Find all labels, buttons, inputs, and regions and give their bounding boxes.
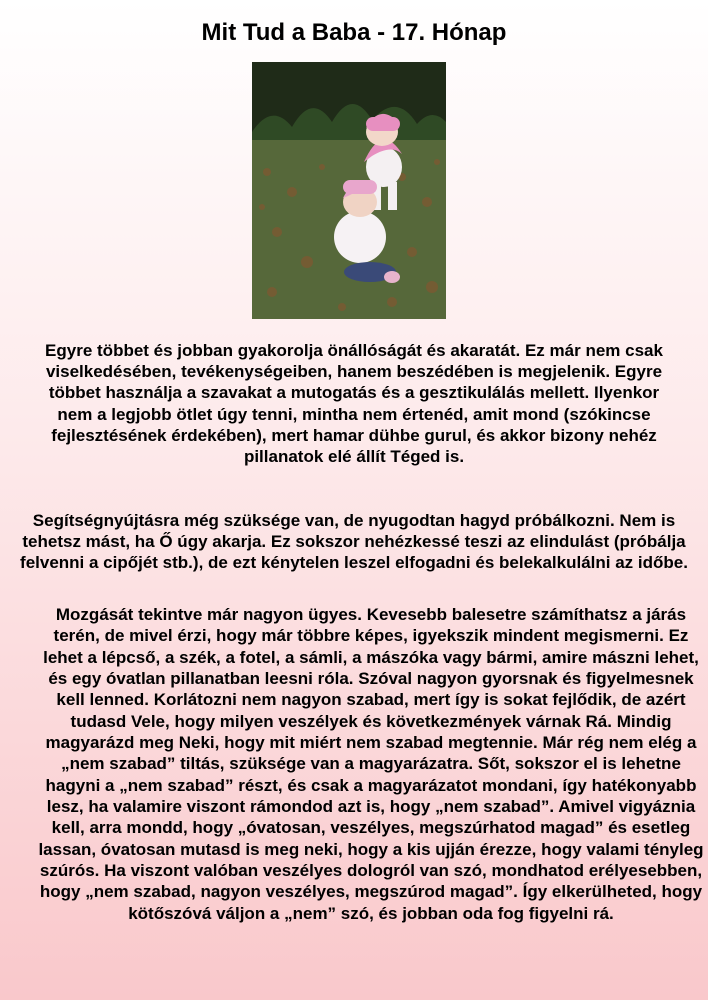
- photo-babies-on-lawn: [252, 62, 446, 319]
- photo-babies-on-lawn-icon: [252, 62, 446, 319]
- page-title: Mit Tud a Baba - 17. Hónap: [201, 19, 507, 46]
- paragraph-help: Segítségnyújtásra még szüksége van, de nyugodtan hagyd próbálkozni. Nem is tehetsz mást, ha Ő úgy akarja. Ez sokszor nehézkessé teszi az elindulást (próbálja felvenni a cipőjét stb.), de ezt kénytelen leszel elfogadni és belekalkulálni az időbe.: [20, 511, 688, 573]
- paragraph-independence: Egyre többet és jobban gyakorolja önállóságát és akaratát. Ez már nem csak viselkedésében, tevékenységeiben, hanem beszédében is megjelenik. Egyre többet használja a szavakat a mutogatás és a gesztikulálás mellett. Ilyenkor nem a legjobb ötlet úgy tenni, mintha nem értenéd, amit mond (szókincse fejlesztésének érdekében), mert hamar dühbe gurul, és akkor bizony nehéz pillanatok elé állít Téged is.: [45, 341, 663, 467]
- paragraph-movement: Mozgását tekintve már nagyon ügyes. Kevesebb balesetre számíthatsz a járás terén, de mivel érzi, hogy már többre képes, igyekszik mindent megismerni. Ez lehet a lépcső, a szék, a fotel, a sámli, a mászóka vagy bármi, amire mászni lehet, és egy óvatlan pillanatban leesni róla. Szóval nagyon gyorsnak és figyelmesnek kell lenned. Korlátozni nem nagyon szabad, mert így is sokat fejlődik, de azért tudasd Vele, hogy milyen veszélyek és következmények várnak Rá. Mindig magyarázd meg Neki, hogy mit miért nem szabad megtennie. Már rég nem elég a „nem szabad” tiltás, szüksége van a magyarázatra. Sőt, sokszor el is lehetne hagyni a „nem szabad” részt, és csak a magyarázatot mondani, így hatékonyabb lesz, ha valamire viszont rámondod azt is, hogy „nem szabad”. Amivel vigyáznia kell, arra mondd, hogy „óvatosan, veszélyes, megszúrhatod magad” és esetleg lassan, óvatosan mutasd is meg neki, hogy a kis ujján érezze, hogy valami tényleg szúrós. Ha viszont valóban veszélyes dologról van szó, mondhatod erélyesebben, hogy „nem szabad, nagyon veszélyes, megszúrod magad”. Így elkerülheted, hogy kötőszóvá váljon a „nem” szó, és jobban oda fog figyelni rá.: [38, 605, 704, 923]
